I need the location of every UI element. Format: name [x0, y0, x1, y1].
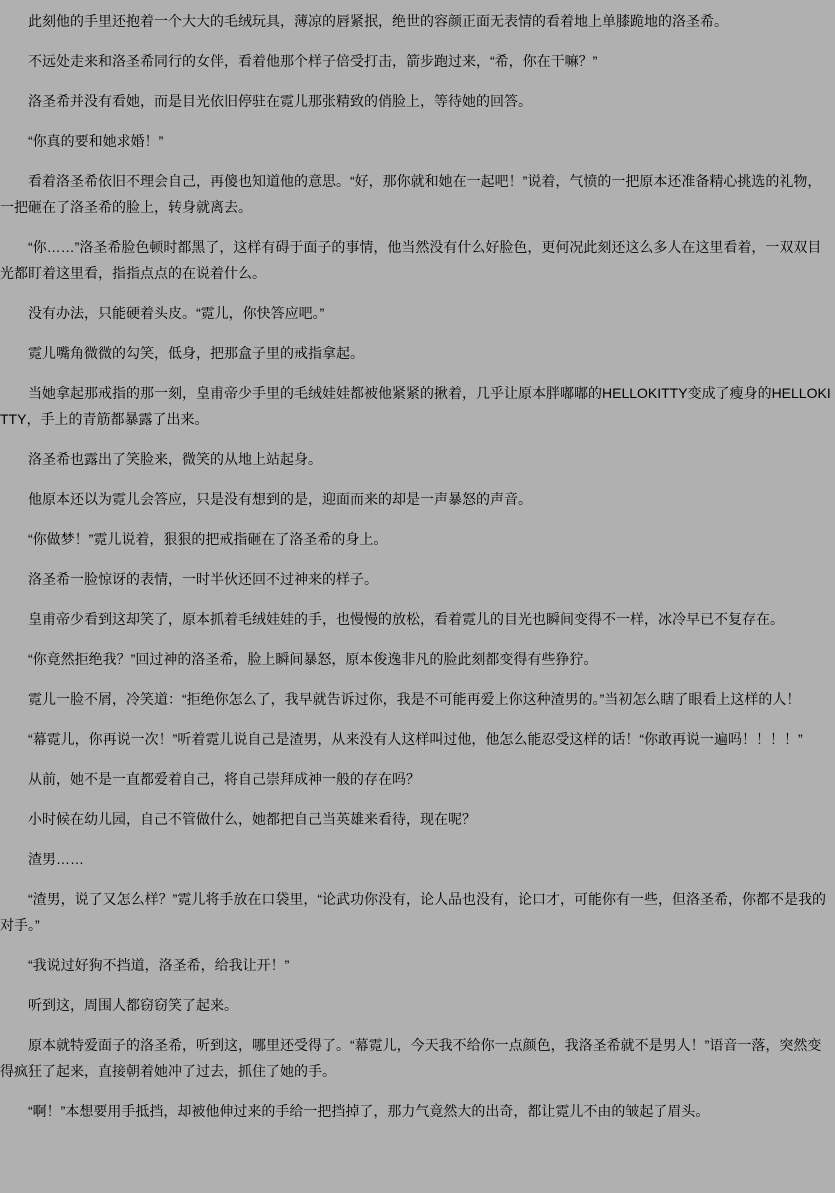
paragraph: “幕霓儿，你再说一次！”听着霓儿说自己是渣男，从来没有人这样叫过他，他怎么能忍受这样的话！“你敢再说一遍吗！！！！”	[28, 731, 803, 747]
paragraph: “你做梦！”霓儿说着，狠狠的把戒指砸在了洛圣希的身上。	[28, 531, 388, 547]
paragraph: 没有办法，只能硬着头皮。“霓儿，你快答应吧。”	[28, 305, 325, 321]
paragraph: 洛圣希一脸惊讶的表情，一时半伙还回不过神来的样子。	[28, 571, 378, 587]
paragraph: 听到这，周围人都窃窃笑了起来。	[28, 997, 238, 1013]
paragraph: 渣男……	[28, 851, 84, 867]
paragraph: 原本就特爱面子的洛圣希，听到这，哪里还受得了。“幕霓儿，今天我不给你一点颜色，我洛圣希就不是男人！”语音一落，突然变得疯狂了起来，直接朝着她冲了过去，抓住了她的手。	[0, 1037, 822, 1079]
paragraph: 当她拿起那戒指的那一刻，皇甫帝少手里的毛绒娃娃都被他紧紧的揪着，几乎让原本胖嘟嘟的HELLOKITTY变成了瘦身的HELLOKITTY，手上的青筋都暴露了出来。	[0, 385, 831, 427]
paragraph: 从前，她不是一直都爱着自己，将自己崇拜成神一般的存在吗？	[28, 771, 420, 787]
paragraph: “我说过好狗不挡道，洛圣希，给我让开！”	[28, 957, 290, 973]
paragraph: 看着洛圣希依旧不理会自己，再傻也知道他的意思。“好，那你就和她在一起吧！”说着，气愤的一把原本还准备精心挑选的礼物，一把砸在了洛圣希的脸上，转身就离去。	[0, 173, 822, 215]
paragraph: “你……”洛圣希脸色顿时都黑了，这样有碍于面子的事情，他当然没有什么好脸色，更何况此刻还这么多人在这里看着，一双双目光都盯着这里看，指指点点的在说着什么。	[0, 239, 822, 281]
paragraph: 小时候在幼儿园，自己不管做什么，她都把自己当英雄来看待，现在呢？	[28, 811, 476, 827]
paragraph: 他原本还以为霓儿会答应，只是没有想到的是，迎面而来的却是一声暴怒的声音。	[28, 491, 532, 507]
paragraph: 此刻他的手里还抱着一个大大的毛绒玩具，薄凉的唇紧抿，绝世的容颜正面无表情的看着地上单膝跪地的洛圣希。	[28, 13, 728, 29]
paragraph: “啊！”本想要用手抵挡，却被他伸过来的手给一把挡掉了，那力气竟然大的出奇，都让霓儿不由的皱起了眉头。	[28, 1103, 710, 1119]
paragraph: “渣男，说了又怎么样？”霓儿将手放在口袋里，“论武功你没有，论人品也没有，论口才，可能你有一些，但洛圣希，你都不是我的对手。”	[0, 891, 826, 933]
paragraph: 洛圣希也露出了笑脸来，微笑的从地上站起身。	[28, 451, 322, 467]
paragraph: “你真的要和她求婚！”	[28, 133, 164, 149]
paragraph: 洛圣希并没有看她，而是目光依旧停驻在霓儿那张精致的俏脸上，等待她的回答。	[28, 93, 532, 109]
paragraph: “你竟然拒绝我？”回过神的洛圣希，脸上瞬间暴怒，原本俊逸非凡的脸此刻都变得有些狰狞。	[28, 651, 598, 667]
paragraph: 霓儿嘴角微微的勾笑，低身，把那盒子里的戒指拿起。	[28, 345, 364, 361]
paragraph: 霓儿一脸不屑，冷笑道：“拒绝你怎么了，我早就告诉过你，我是不可能再爱上你这种渣男的。”当初怎么瞎了眼看上这样的人！	[28, 691, 801, 707]
paragraph: 皇甫帝少看到这却笑了，原本抓着毛绒娃娃的手，也慢慢的放松，看着霓儿的目光也瞬间变得不一样，冰冷早已不复存在。	[28, 611, 784, 627]
paragraph: 不远处走来和洛圣希同行的女伴，看着他那个样子倍受打击，箭步跑过来，“希，你在干嘛？”	[28, 53, 598, 69]
